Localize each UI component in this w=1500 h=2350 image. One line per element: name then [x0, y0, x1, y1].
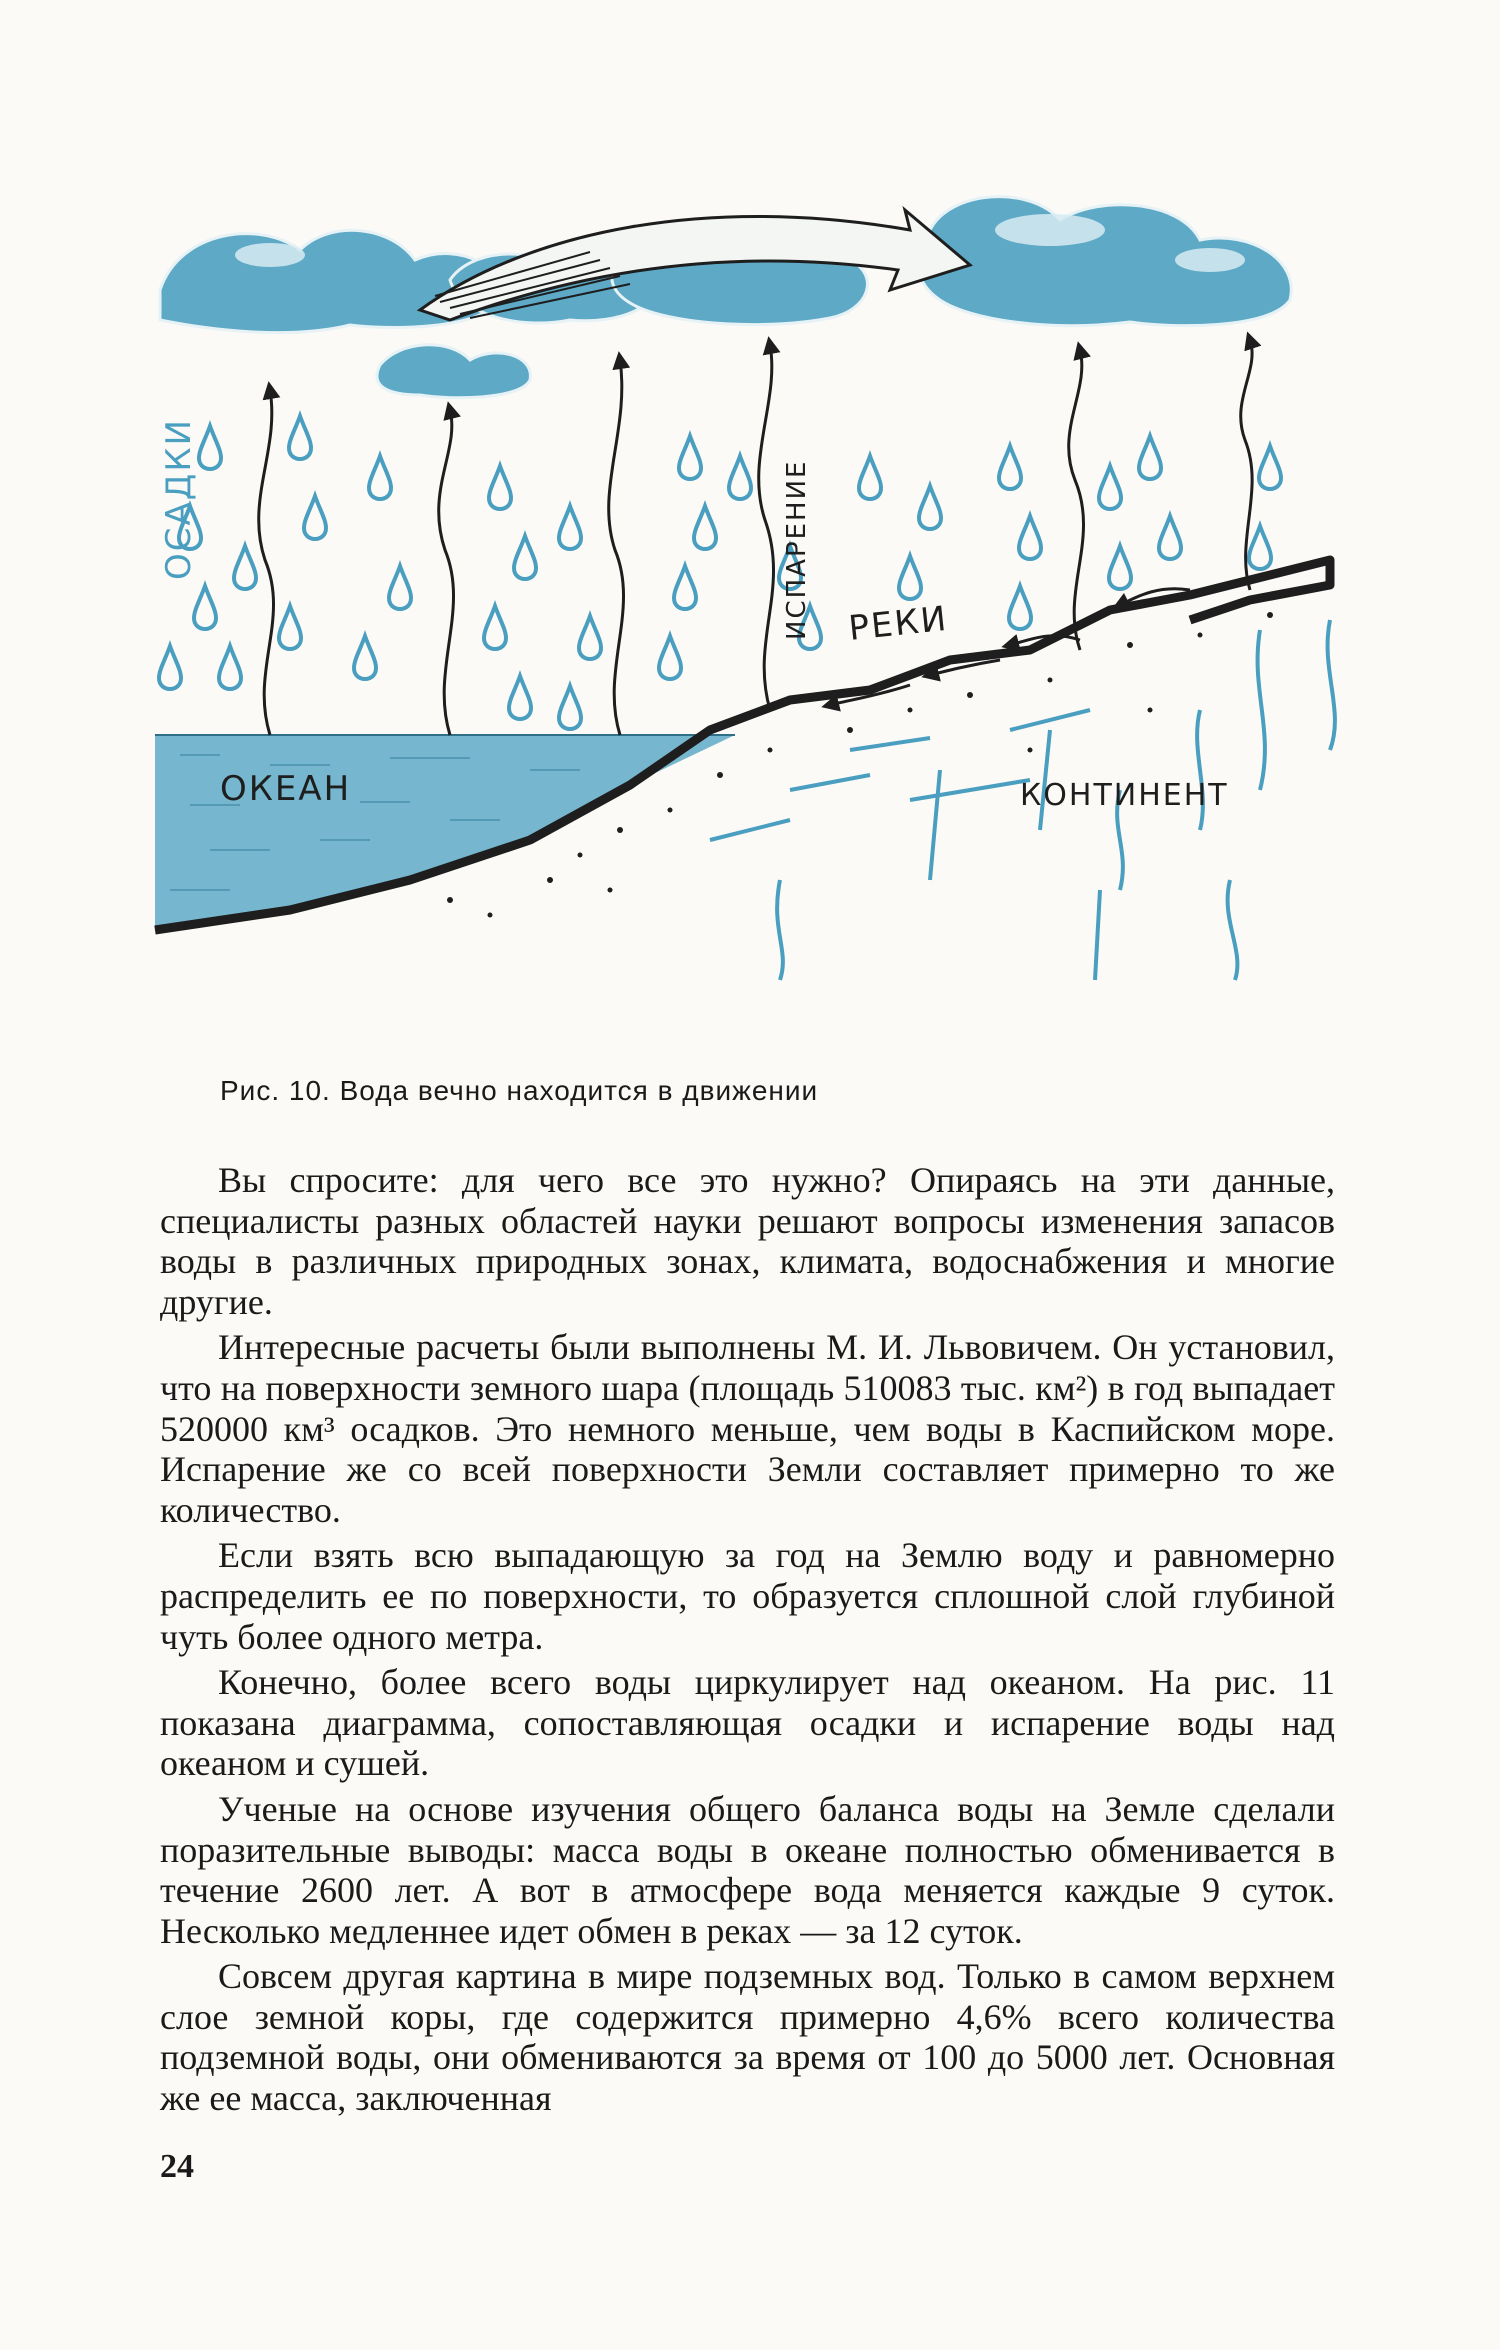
precipitation-drops [159, 416, 1281, 729]
paragraph: Совсем другая картина в мире подземных вод. Только в самом верхнем слое земной коры, где содержится примерно 4,6% всего количества подземной воды, они обмениваются за время от 100 до 5000 лет. Основная же ее масса, заключенная [160, 1956, 1335, 2119]
label-precipitation: ОСАДКИ [159, 418, 199, 580]
label-ocean: ОКЕАН [220, 769, 352, 809]
label-evaporation: ИСПАРЕНИЕ [782, 459, 812, 640]
paragraph: Ученые на основе изучения общего баланса воды на Земле сделали поразительные выводы: масса воды в океане полностью обменивается в течение 2600 лет. А вот в атмосфере вода меняется каждые 9 суток. Несколько медленнее идет обмен в реках — за 12 суток. [160, 1788, 1335, 1951]
evaporation-arrows [259, 340, 1252, 735]
page-number: 24 [160, 2148, 194, 2185]
label-continent: КОНТИНЕНТ [1020, 778, 1229, 813]
water-cycle-figure [150, 190, 1350, 990]
paragraph: Интересные расчеты были выполнены М. И. Львовичем. Он установил, что на поверхности земного шара (площадь 510083 тыс. км²) в год выпадает 520000 км³ осадков. Это немного меньше, чем воды в Каспийском море. Испарение же со всей поверхности Земли составляет примерно то же количество. [160, 1327, 1335, 1530]
figure-caption: Рис. 10. Вода вечно находится в движении [220, 1075, 819, 1106]
body-text [160, 1160, 1335, 2124]
ocean-water [155, 735, 735, 930]
paragraph: Вы спросите: для чего все это нужно? Опираясь на эти данные, специалисты разных областей науки решают вопросы изменения запасов воды в различных природных зонах, климата, водоснабжения и многие другие. [160, 1160, 1335, 1322]
paragraph: Если взять всю выпадающую за год на Землю воду и равномерно распределить ее по поверхности, то образуется сплошной слой глубиной чуть более одного метра. [160, 1535, 1335, 1657]
label-rivers: РЕКИ [846, 598, 950, 649]
paragraph: Конечно, более всего воды циркулирует над океаном. На рис. 11 показана диаграмма, сопоставляющая осадки и испарение воды над океаном и сушей. [160, 1662, 1335, 1784]
